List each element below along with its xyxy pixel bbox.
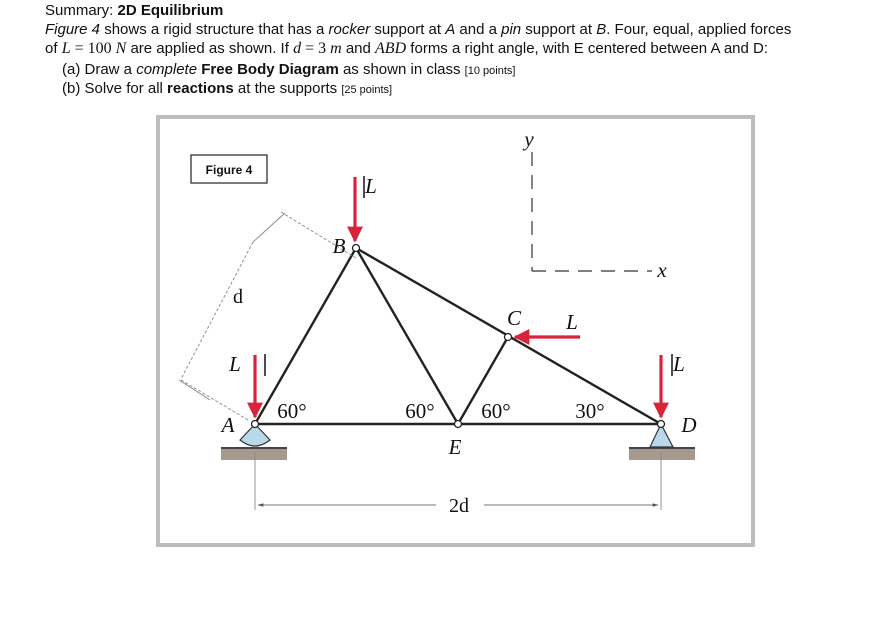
text-span: support at xyxy=(521,21,597,38)
joint-c xyxy=(505,334,512,341)
text-span: and a xyxy=(455,21,502,38)
unit-newton: N xyxy=(115,40,127,57)
distance-symbol: d xyxy=(293,40,302,57)
summary-title: 2D Equilibrium xyxy=(117,2,224,19)
point-label-e: E xyxy=(448,435,462,459)
force-symbol: L xyxy=(61,40,71,57)
text-span: at the supports xyxy=(233,80,342,97)
angle-label-d: 30° xyxy=(575,399,605,423)
figure-label-box xyxy=(191,155,267,183)
text-span: (b) Solve for all xyxy=(62,80,168,97)
fbd-term: Free Body Diagram xyxy=(201,61,339,78)
text-span: and xyxy=(341,40,376,57)
figure-label: Figure 4 xyxy=(205,163,253,177)
summary-prefix: Summary: xyxy=(45,2,118,19)
point-label-d: D xyxy=(681,413,697,437)
angle-label-a: 60° xyxy=(277,399,307,423)
part-a-points: [10 points] xyxy=(464,65,516,77)
force-label-c: L xyxy=(566,310,578,334)
text-span: of xyxy=(45,40,62,57)
unit-meter: m xyxy=(330,40,342,57)
figure-reference: Figure 4 xyxy=(45,21,101,38)
pin-term: pin xyxy=(501,21,522,38)
complete-term: complete xyxy=(136,61,198,78)
distance-value: = 3 xyxy=(301,40,331,57)
text-span: forms a right angle, with E centered between A and D: xyxy=(406,40,769,57)
ground-right xyxy=(629,448,695,460)
text-span: support at xyxy=(370,21,446,38)
joint-e xyxy=(455,421,462,428)
point-label-c: C xyxy=(506,306,522,330)
part-b-points: [25 points] xyxy=(341,84,393,96)
y-axis-label: y xyxy=(524,127,534,151)
force-label-b: L xyxy=(365,174,377,198)
text-span: (a) Draw a xyxy=(62,61,137,78)
point-b-term: B xyxy=(596,21,607,38)
dimension-d-label: d xyxy=(233,286,243,308)
joint-d xyxy=(658,421,665,428)
point-label-a: A xyxy=(221,413,235,437)
angle-label-e-right: 60° xyxy=(481,399,511,423)
dimension-2d-label: 2d xyxy=(449,495,469,517)
text-span: . Four, equal, applied forces xyxy=(606,21,792,38)
point-label-b: B xyxy=(332,234,346,258)
text-span: as shown in class xyxy=(338,61,465,78)
angle-abd: ABD xyxy=(375,40,407,57)
joint-a xyxy=(252,421,259,428)
point-a-term: A xyxy=(445,21,456,38)
force-label-a: L xyxy=(229,352,241,376)
text-span: shows a rigid structure that has a xyxy=(100,21,329,38)
reactions-term: reactions xyxy=(167,80,234,97)
x-axis-label: x xyxy=(657,258,667,282)
joint-b xyxy=(353,245,360,252)
ground-left xyxy=(221,448,287,460)
force-value: = 100 xyxy=(70,40,116,57)
force-label-d: L xyxy=(673,352,685,376)
text-span: are applied as shown. If xyxy=(126,40,294,57)
rocker-term: rocker xyxy=(328,21,371,38)
angle-label-e-left: 60° xyxy=(405,399,435,423)
